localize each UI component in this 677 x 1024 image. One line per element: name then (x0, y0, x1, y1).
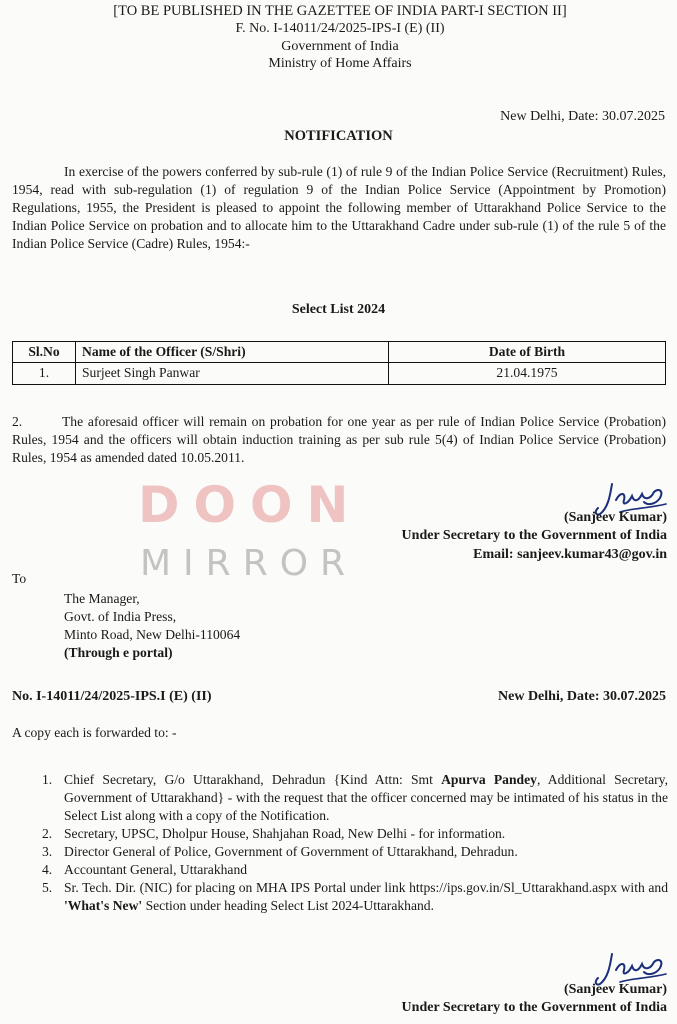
list-item (12, 771, 668, 825)
list-item-text: Chief Secretary, G/o Uttarakhand, Dehradun {Kind Attn: Smt (64, 772, 442, 787)
list-item (12, 843, 668, 861)
address-line-4: (Through e portal) (64, 644, 173, 660)
signatory-name: (Sanjeev Kumar) (563, 510, 667, 525)
to-label: To (12, 571, 27, 586)
reference-number: No. I-14011/24/2025-IPS.I (E) (II) (12, 689, 212, 704)
table-row (13, 363, 666, 384)
document-header (60, 2, 620, 73)
signature-block-2 (327, 981, 667, 1018)
copy-recipient-list (12, 771, 668, 915)
file-number: F. No. I-14011/24/2025-IPS-I (E) (II) (235, 21, 445, 37)
recipient-address (64, 590, 240, 662)
reference-date: New Delhi, Date: 30.07.2025 (498, 689, 666, 704)
signature-block-1 (327, 509, 667, 564)
list-item-bold-text: Apurva Pandey (441, 772, 537, 787)
officer-table (12, 341, 666, 385)
table-header-row (13, 342, 666, 363)
signatory-designation: Under Secretary to the Government of India (401, 528, 667, 544)
list-item-number: 2. (42, 825, 53, 841)
address-line-2: Govt. of India Press, (64, 608, 177, 624)
list-item-text-continued: , Additional Secretary, Government of Uttarakhand} - with the request that the officer concerned may be intimated of his status in the Select List along with a copy of the Notification. (64, 772, 668, 823)
list-item-number: 3. (42, 843, 53, 859)
cell-date-of-birth: 21.04.1975 (389, 363, 666, 384)
signatory-designation: Under Secretary to the Government of India (401, 1000, 667, 1016)
paragraph-2-text: The aforesaid officer will remain on probation for one year as per rule of Indian Police Service (Probation) Rules, 1954 and the officers will obtain induction training as per sub rule 5(4) of Indian Police Service (Probation) Rules, 1954 as amended dated 10.05.2011. (12, 414, 666, 465)
cell-sl-no: 1. (13, 363, 76, 384)
reference-line (12, 688, 666, 706)
list-item-text: Secretary, UPSC, Dholpur House, Shahjahan Road, New Delhi - for information. (64, 825, 506, 841)
watermark-mirror: MIRROR (140, 543, 358, 584)
paragraph-number: 2. (12, 414, 23, 429)
column-header-officer-name: Name of the Officer (S/Shri) (76, 342, 389, 363)
list-item-text: Director General of Police, Government of Government of Uttarakhand, Dehradun. (64, 843, 518, 859)
notification-date: New Delhi, Date: 30.07.2025 (500, 109, 665, 124)
notification-paragraph-1: In exercise of the powers conferred by sub-rule (1) of rule 9 of the Indian Police Service (Recruitment) Rules, 1954, read with sub-regulation (1) of regulation 9 of the Indian Police Service (Appointment by Promotion) Regulations, 1955, the President is pleased to appoint the following member of Uttarakhand Police Service to the Indian Police Service on probation and to allocate him to the Uttarakhand Cadre under sub-rule (1) of the rule 5 of the Indian Police Service (Cadre) Rules, 1954:- (12, 164, 666, 251)
address-line-3: Minto Road, New Delhi-110064 (64, 626, 241, 642)
list-item-number: 1. (42, 772, 53, 787)
list-item-number: 5. (42, 879, 53, 895)
select-list-title: Select List 2024 (291, 302, 386, 317)
copy-forwarded-line: A copy each is forwarded to: - (12, 725, 177, 740)
notification-title: NOTIFICATION (284, 128, 393, 144)
list-item (12, 825, 668, 843)
list-item (12, 879, 668, 915)
gazette-heading: [TO BE PUBLISHED IN THE GAZETTEE OF INDIA PART-I SECTION II] (113, 3, 567, 19)
cell-officer-name: Surjeet Singh Panwar (76, 363, 389, 384)
column-header-date-of-birth: Date of Birth (389, 342, 666, 363)
signatory-name: (Sanjeev Kumar) (563, 982, 667, 997)
address-line-1: The Manager, (64, 591, 140, 606)
government-name: Government of India (281, 38, 399, 54)
notification-paragraph-2 (12, 413, 666, 467)
column-header-sl-no: Sl.No (13, 342, 76, 363)
list-item-text: Sr. Tech. Dir. (NIC) for placing on MHA IPS Portal under link https://ips.gov.in/Sl_Uttarakhand.aspx with and (64, 879, 668, 895)
list-item (12, 861, 668, 879)
ministry-name: Ministry of Home Affairs (268, 56, 412, 72)
signatory-email: Email: sanjeev.kumar43@gov.in (473, 546, 667, 562)
list-item-number: 4. (42, 861, 53, 877)
list-item-bold-text: 'What's New' (64, 897, 143, 913)
watermark-doon: DOON (138, 476, 363, 534)
list-item-text: Accountant General, Uttarakhand (64, 861, 248, 877)
list-item-text-continued: Section under heading Select List 2024-Uttarakhand. (142, 897, 434, 913)
